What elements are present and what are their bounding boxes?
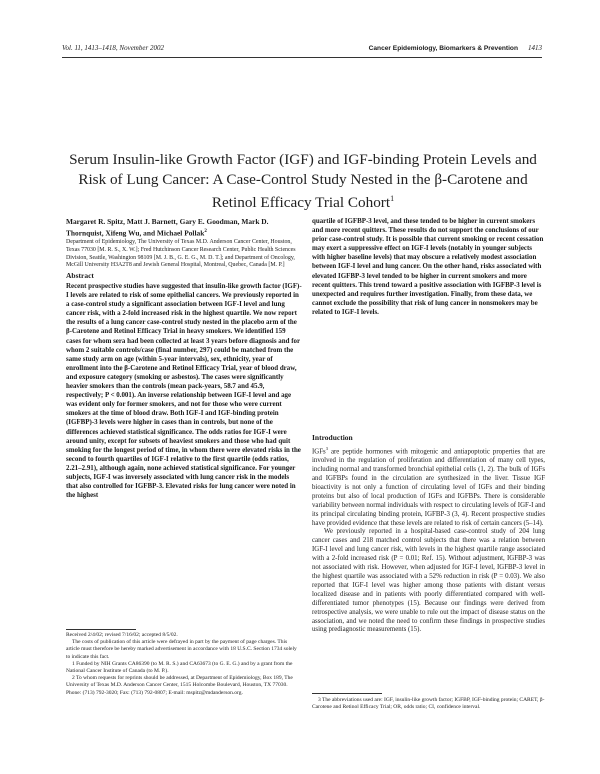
publication-costs-note: The costs of publication of this article were defrayed in part by the payment of page charges. This article must therefore be hereby marked advertisement in accordance with 18 U.S.C. Section 1734 solely to indicate this fact. <box>66 639 297 660</box>
intro-paragraph-2: We previously reported in a hospital-based case-control study of 204 lung cancer cases and 218 matched control subjects that there was a relation between IGF-I level and lung cancer risk, with levels in the highest quartile range associated with a 2-fold increased risk (P = 0.01; Ref. 15). Without adjustment, IGFBP-3 was not associated with risk. However, when adjusted for IGF-I level, IGFBP-3 level in the highest quartile was associated with a 52% reduction in risk (P = 0.03). We also reported that IGF-I level was higher among those patients with distant versus localized disease and in patients with poorly differentiated compared with well-differentiated tumor phenotypes (15). Because our findings were derived from retrospective analysis, we were unable to rule out the impact of disease status on the association, and we noted the need to confirm these findings in prospective studies using prediagnostic measurements (15). <box>312 528 545 634</box>
journal-header-right <box>369 44 542 52</box>
introduction-heading: Introduction <box>312 433 353 442</box>
volume-line: Vol. 11, 1413–1418, November 2002 <box>62 44 164 52</box>
introduction-body <box>312 445 545 635</box>
received-dates: Received 2/4/02; revised 7/16/02; accepted 8/5/02. <box>66 632 178 638</box>
intro-footnote-mark: 3 <box>325 446 328 451</box>
intro-paragraph-1 <box>312 445 545 528</box>
authors-footnote-mark: 2 <box>204 229 207 234</box>
article-title <box>66 150 540 213</box>
title-footnote-mark: 1 <box>390 194 395 203</box>
running-header <box>62 44 542 56</box>
footnote-1: 1 Funded by NIH Grants CA86390 (to M. R. S.) and CA63673 (to G. E. G.) and by a grant from the National Cancer Institute of Canada (to M. P.). <box>66 660 293 675</box>
abstract-text-col2: quartile of IGFBP-3 level, and these tended to be higher in current smokers and more recent quitters. These results do not support the conclusions of our prior case-control study. It is possible that current smoking or recent cessation may exert a suppressive effect on IGF-I levels (notably in younger subjects with higher baseline levels) that may obscure a relatively modest association between IGF-I level and lung cancer. On the other hand, risks associated with elevated IGFBP-3 level tended to be higher in current smokers and more recent quitters. This trend toward a positive association with IGFBP-3 level is unexpected and requires further investigation. Finally, from these data, we cannot exclude the possibility that risk of lung cancer in nonsmokers may be related to IGF-I levels. <box>312 217 544 316</box>
intro-lead: IGFs <box>312 448 326 456</box>
journal-name: Cancer Epidemiology, Biomarkers & Prevention <box>368 45 518 52</box>
header-rule <box>62 57 542 58</box>
abstract-heading: Abstract <box>66 271 94 280</box>
intro-para1-body: are peptide hormones with mitogenic and antiapoptotic properties that are involved in the regulation of proliferation and differentiation of many cell types, including normal and transformed bronchial epithelial cells (1, 2). The bulk of IGFs and IGFBPs found in the circulation are synthesized in the liver. Tissue IGF bioactivity is not only a function of circulating level of IGFs and their binding proteins but also of local production of IGFs and IGFBPs. There is considerable variability between normal individuals with respect to circulating levels of IGF-I and its principal circulating binding protein, IGFBP-3 (3, 4). Recent prospective studies have provided evidence that these levels are related to risk of certain cancers (5–14). <box>312 448 545 527</box>
footnote-2: 2 To whom requests for reprints should be addressed, at Department of Epidemiology, Box 189, The University of Texas M.D. Anderson Cancer Center, 1515 Holcombe Boulevard, Houston, TX 77030. Phone: (713) 792-3020; Fax: (713) 792-0807; E-mail: mspitz@mdanderson.org. <box>66 675 293 696</box>
footnote-rule-right <box>312 693 382 694</box>
page-number: 1413 <box>528 44 542 52</box>
footnotes-left <box>66 632 302 697</box>
authors-text: Margaret R. Spitz, Matt J. Barnett, Gary E. Goodman, Mark D. Thornquist, Xifeng Wu, and Michael Pollak <box>66 217 269 238</box>
author-list <box>66 217 298 238</box>
abstract-text-col1: Recent prospective studies have suggested that insulin-like growth factor (IGF)-I levels are related to risk of some epithelial cancers. We previously reported in a case-control study a significant association between IGF-I level and lung cancer risk, with a 2-fold increased risk in the highest quartile. We now report the results of a lung cancer case-control study nested in the placebo arm of the β-Carotene and Retinol Efficacy Trial in heavy smokers. We identified 159 cases for whom sera had been collected at least 3 years before diagnosis and for whom 2 suitable controls/case (final number, 297) could be matched from the same study arm on age (within 5-year intervals), sex, ethnicity, year of enrollment into the β-Carotene and Retinol Efficacy Trial, year of blood draw, and exposure category (smoking or asbestos). The cases were significantly heavier smokers than the controls (mean pack-years, 58.7 and 45.9, respectively; P < 0.001). An inverse relationship between IGF-I level and age was evident only for former smokers, and not for those who were current smokers at the time of blood draw. Both IGF-I and IGF-binding protein (IGFBP)-3 levels were higher in cases than in controls, but none of the differences achieved statistical significance. The odds ratios for IGF-I were around unity, except for subsets of heaviest smokers and those who had quit smoking for the longest period of time, in whom there were elevated risks in the second to fourth quartiles of IGF-I relative to the first quartile (odds ratios, 2.21–2.91), although again, none achieved statistical significance. For younger subjects, IGF-I was inversely associated with lung cancer risk in the models that also controlled for IGFBP-3. Elevated risks for lung cancer were noted in the highest <box>66 282 302 500</box>
footnote-rule-left <box>66 629 136 630</box>
footnote-3: 3 The abbreviations used are: IGF, insulin-like growth factor; IGFBP, IGF-binding protein; CARET, β-Carotene and Retinol Efficacy Trial; OR, odds ratio; CI, confidence interval. <box>312 697 545 711</box>
title-text: Serum Insulin-like Growth Factor (IGF) and IGF-binding Protein Levels and Risk of Lung Cancer: A Case-Control Study Nested in the β-Carotene and Retinol Efficacy Trial Cohort <box>69 151 537 212</box>
affiliations: Department of Epidemiology, The University of Texas M.D. Anderson Cancer Center, Houston, Texas 77030 [M. R. S., X. W.]; Fred Hutchinson Cancer Research Center, Public Health Sciences Division, Seattle, Washington 98109 [M. J. B., G. E. G., M. D. T.]; and Department of Oncology, McGill University H3A2T8 and Jewish General Hospital, Montreal, Quebec, Canada [M. P.] <box>66 239 296 269</box>
